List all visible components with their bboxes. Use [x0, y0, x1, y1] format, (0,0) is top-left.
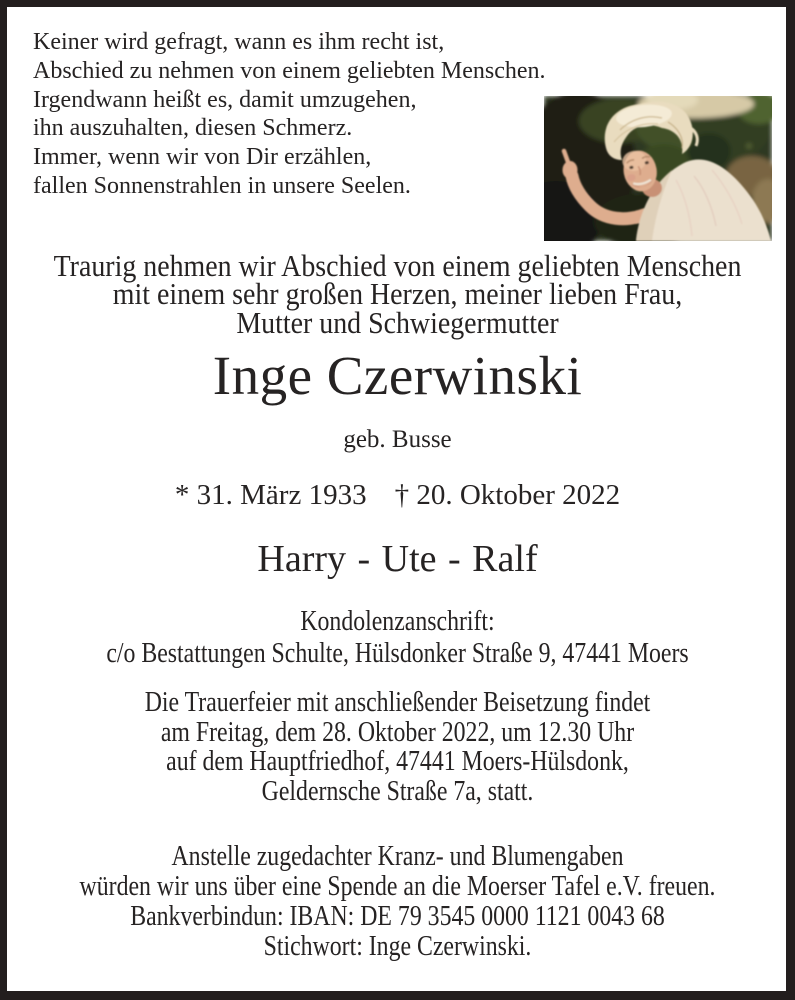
intro-line: Traurig nehmen wir Abschied von einem geliebten Menschen [53, 248, 742, 283]
maiden-name: geb. Busse [343, 426, 452, 453]
deceased-name: Inge Czerwinski [212, 345, 583, 406]
service-line: am Freitag, dem 28. Oktober 2022, um 12.30 Uhr [160, 716, 635, 748]
donation-line: würden wir uns über eine Spende an die Moerser Tafel e.V. freuen. [79, 871, 716, 902]
poem-line: Immer, wenn wir von Dir erzählen, [33, 144, 372, 171]
intro-paragraph [40, 248, 756, 340]
donation-line: Stichwort: Inge Czerwinski. [263, 931, 532, 962]
intro-line: Mutter und Schwiegermutter [236, 304, 559, 340]
poem-line: Keiner wird gefragt, wann es ihm recht ist, [33, 29, 445, 55]
mourners-names: Harry - Ute - Ralf [257, 538, 538, 580]
portrait-photo [544, 96, 772, 241]
birth-date: * 31. März 1933 [174, 479, 367, 511]
funeral-service-paragraph [60, 688, 736, 806]
photo-woman [544, 96, 772, 241]
life-dates [0, 481, 795, 510]
death-date: † 20. Oktober 2022 [394, 479, 621, 511]
memorial-poem [33, 28, 546, 201]
service-line: auf dem Hauptfriedhof, 47441 Moers-Hülsdonk, [166, 746, 629, 778]
service-line: Geldernsche Straße 7a, statt. [261, 775, 534, 807]
donation-paragraph [60, 842, 736, 962]
poem-line: ihn auszuhalten, diesen Schmerz. [33, 115, 353, 142]
condolence-address: c/o Bestattungen Schulte, Hülsdonker Straße 9, 47441 Moers [106, 638, 689, 669]
condolence-section [60, 606, 736, 670]
intro-line: mit einem sehr großen Herzen, meiner lieben Frau, [112, 276, 683, 312]
condolence-heading: Kondolenzanschrift: [300, 606, 495, 637]
donation-line: Anstelle zugedachter Kranz- und Blumengaben [171, 841, 624, 872]
donation-line: Bankverbindun: IBAN: DE 79 3545 0000 1121 0043 68 [130, 901, 665, 932]
poem-line: fallen Sonnenstrahlen in unsere Seelen. [33, 172, 411, 199]
poem-line: Irgendwann heißt es, damit umzugehen, [33, 86, 417, 113]
service-line: Die Trauerfeier mit anschließender Beisetzung findet [144, 687, 651, 718]
poem-line: Abschied zu nehmen von einem geliebten Menschen. [33, 57, 546, 84]
portrait-photo-illustration [544, 96, 772, 241]
